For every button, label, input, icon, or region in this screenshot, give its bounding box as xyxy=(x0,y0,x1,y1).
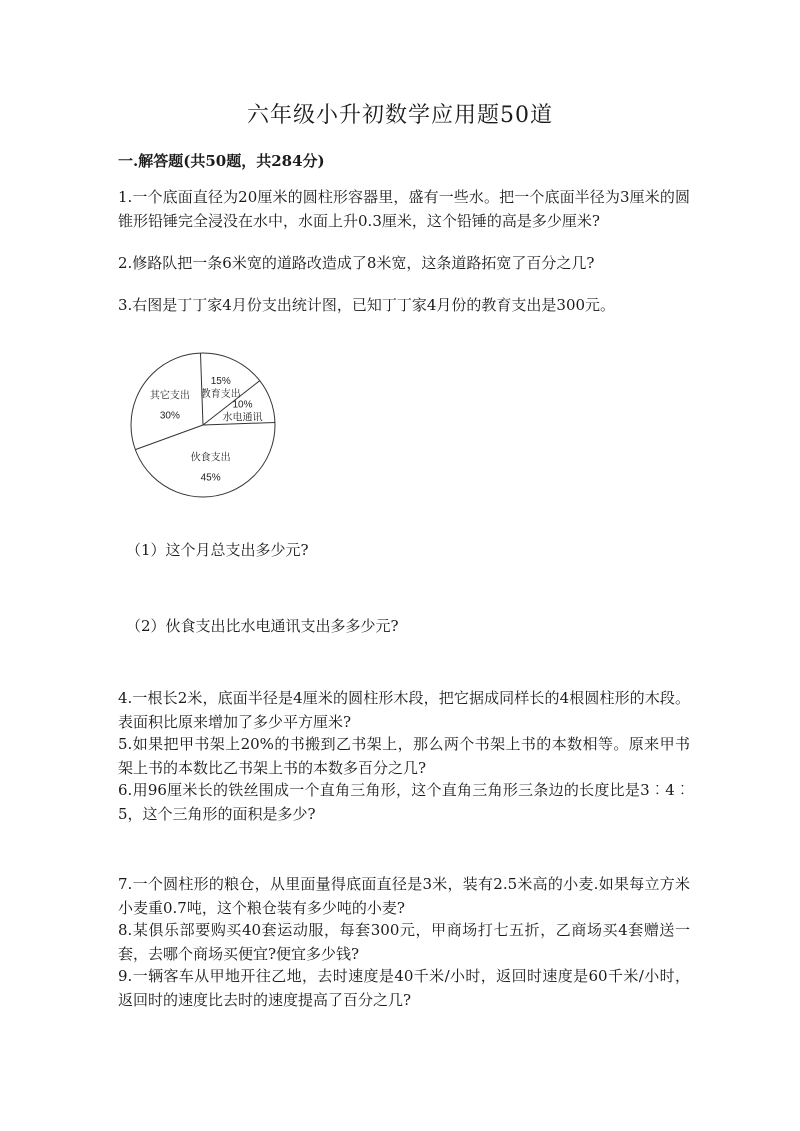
question-7: 7.一个圆柱形的粮仓，从里面量得底面直径是3米，装有2.5米高的小麦.如果每立方米小麦重0.7吨，这个粮仓装有多少吨的小麦? xyxy=(118,875,690,917)
question-3: 3.右图是丁丁家4月份支出统计图，已知丁丁家4月份的教育支出是300元。 xyxy=(118,296,616,314)
pie-slice-label-3: 伙食支出 xyxy=(190,452,231,464)
pie-slice-value-3: 45% xyxy=(200,472,221,484)
section-heading: 一.解答题(共50题，共284分) xyxy=(118,152,325,170)
pie-slice-label-1: 教育支出 xyxy=(200,388,241,400)
question-3-part-1: （1）这个月总支出多少元? xyxy=(126,541,309,559)
question-1: 1.一个底面直径为20厘米的圆柱形容器里，盛有一些水。把一个底面半径为3厘米的圆锥形铅锤完全浸没在水中，水面上升0.3厘米，这个铅锤的高是多少厘米? xyxy=(118,188,690,230)
pie-slice-value-1: 15% xyxy=(210,375,231,387)
page-title: 六年级小升初数学应用题50道 xyxy=(247,103,553,128)
pie-slice-value-0: 30% xyxy=(159,410,180,422)
pie-slice-label-2: 水电通讯 xyxy=(222,412,263,424)
question-9: 9.一辆客车从甲地开往乙地，去时速度是40千米/小时，返回时速度是60千米/小时，返回时的速度比去时的速度提高了百分之几? xyxy=(118,967,690,1009)
question-5: 5.如果把甲书架上20%的书搬到乙书架上，那么两个书架上书的本数相等。原来甲书架上书的本数比乙书架上书的本数多百分之几? xyxy=(118,735,690,777)
question-3-part-2: （2）伙食支出比水电通讯支出多多少元? xyxy=(126,617,399,635)
pie-slice-value-2: 10% xyxy=(232,399,253,411)
pie-slice-label-0: 其它支出 xyxy=(149,390,190,402)
question-2: 2.修路队把一条6米宽的道路改造成了8米宽，这条道路拓宽了百分之几? xyxy=(118,254,595,272)
question-6: 6.用96厘米长的铁丝围成一个直角三角形，这个直角三角形三条边的长度比是3︰4︰5，这个三角形的面积是多少? xyxy=(118,781,690,823)
question-8: 8.某俱乐部要购买40套运动服，每套300元，甲商场打七五折，乙商场买4套赠送一套，去哪个商场买便宜?便宜多少钱? xyxy=(118,921,690,963)
expense-pie-chart xyxy=(118,345,288,505)
question-4: 4.一根长2米，底面半径是4厘米的圆柱形木段，把它据成同样长的4根圆柱形的木段。表面积比原来增加了多少平方厘米? xyxy=(118,689,690,731)
